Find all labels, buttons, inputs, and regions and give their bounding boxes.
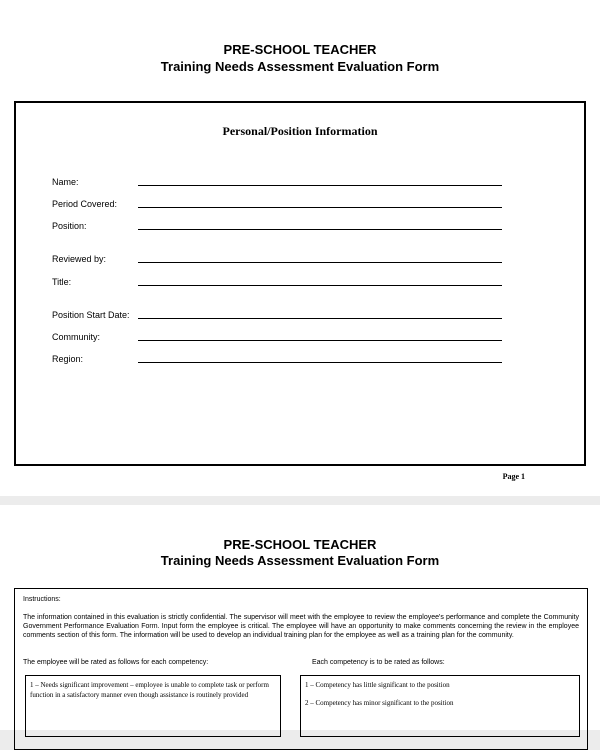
- region-field[interactable]: [138, 362, 502, 363]
- position-start-date-field[interactable]: [138, 318, 502, 319]
- competency-rating-item: 1 – Competency has little significant to the position: [305, 681, 450, 689]
- period-covered-label: Period Covered:: [52, 199, 118, 209]
- competency-rating-item: 2 – Competency has minor significant to the position: [305, 699, 454, 707]
- reviewed-by-label: Reviewed by:: [52, 254, 107, 264]
- document-page-2: [0, 505, 600, 730]
- title-label: Title:: [52, 277, 72, 287]
- position-start-date-label: Position Start Date:: [52, 310, 130, 320]
- document-subtitle: Training Needs Assessment Evaluation Form: [160, 59, 440, 74]
- reviewed-by-field[interactable]: [138, 262, 502, 263]
- name-field[interactable]: [138, 185, 502, 186]
- personal-info-box: [14, 101, 586, 466]
- document-subtitle: Training Needs Assessment Evaluation Form: [160, 553, 440, 568]
- document-title: PRE-SCHOOL TEACHER: [223, 537, 377, 552]
- competency-rating-heading: Each competency is to be rated as follows:: [312, 659, 445, 666]
- employee-rating-heading: The employee will be rated as follows for each competency:: [23, 659, 209, 666]
- period-covered-field[interactable]: [138, 207, 502, 208]
- page-number: Page 1: [502, 472, 525, 481]
- region-label: Region:: [52, 354, 84, 364]
- title-field[interactable]: [138, 285, 502, 286]
- section-heading: Personal/Position Information: [222, 124, 378, 138]
- community-label: Community:: [52, 332, 101, 342]
- instructions-box: [14, 588, 588, 750]
- community-field[interactable]: [138, 340, 502, 341]
- position-label: Position:: [52, 221, 87, 231]
- document-title: PRE-SCHOOL TEACHER: [223, 42, 377, 57]
- employee-rating-item: 1 – Needs significant improvement – employee is unable to complete task or perform function in a satisfactory manner even though assistance is routinely provided: [30, 681, 269, 699]
- instructions-text: The information contained in this evaluation is strictly confidential. The supervisor will meet with the employee to review the employee's performance and complete the Community Government Performance Evaluation Form. Input form the employee is critical. The employee will have an opportunity to make comments concerning the review in the employee comments section of this form. The information will be used to develop an individual training plan for the employee as well as a training plan for the community.: [23, 614, 579, 639]
- position-field[interactable]: [138, 229, 502, 230]
- competency-rating-box: [300, 675, 580, 737]
- instructions-label: Instructions:: [23, 596, 61, 603]
- employee-rating-box: [25, 675, 281, 737]
- name-label: Name:: [52, 177, 79, 187]
